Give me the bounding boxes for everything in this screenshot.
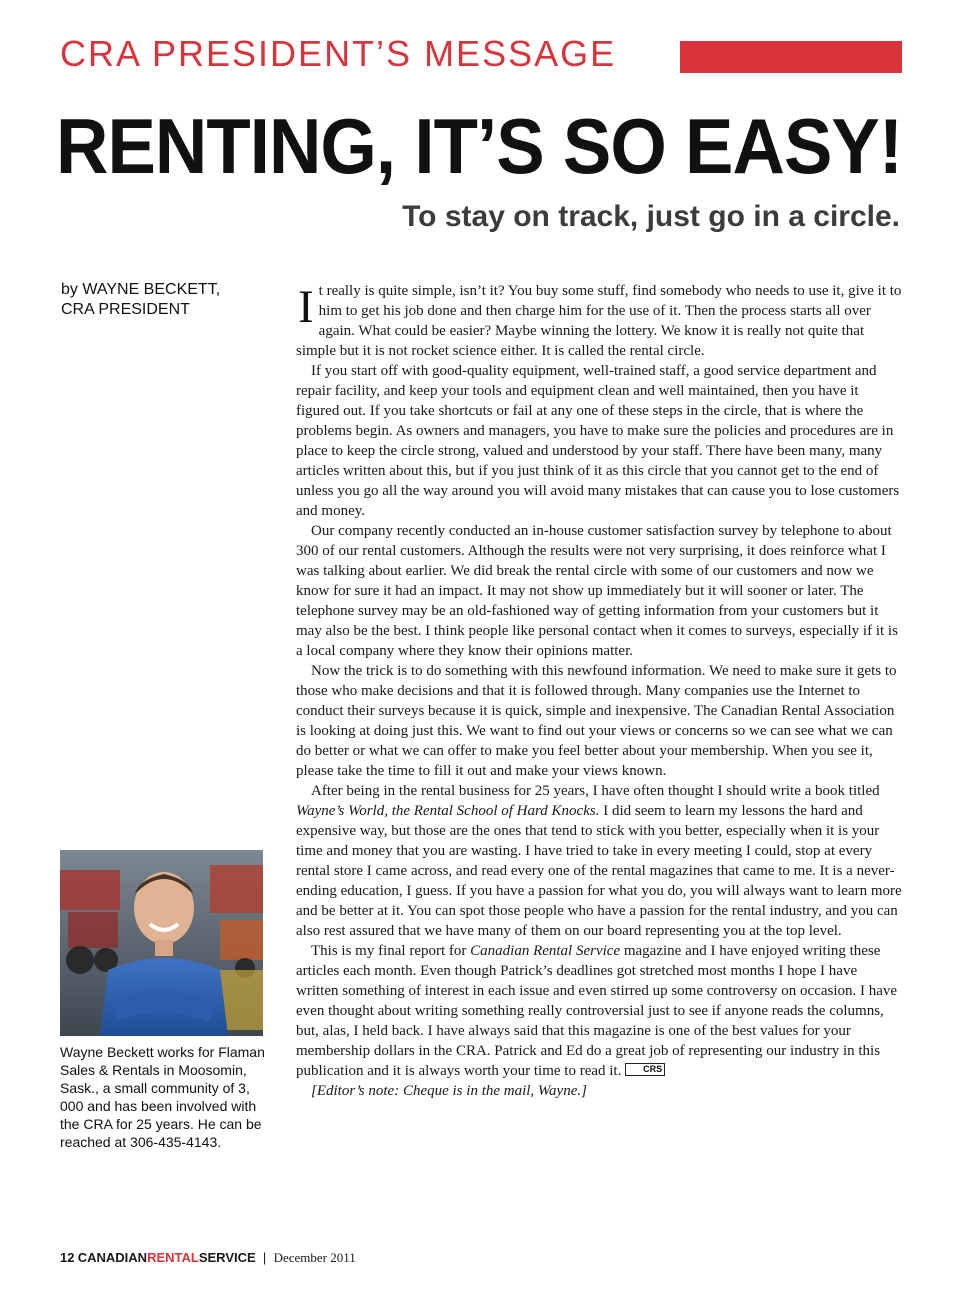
author-photo-illustration bbox=[60, 850, 263, 1036]
section-title: CRA PRESIDENT’S MESSAGE bbox=[60, 33, 617, 74]
issue-date: December 2011 bbox=[273, 1250, 356, 1265]
author-photo bbox=[60, 850, 263, 1036]
byline bbox=[61, 280, 261, 320]
paragraph-6-text-a: This is my final report for bbox=[311, 943, 471, 959]
publication-name bbox=[78, 1250, 256, 1265]
article-headline: RENTING, IT’S SO EASY! bbox=[56, 102, 903, 190]
publication-name-part1: CANADIAN bbox=[77, 1250, 148, 1265]
byline-title: CRA PRESIDENT bbox=[61, 301, 190, 318]
photo-caption: Wayne Beckett works for Flaman Sales & Rentals in Moosomin, Sask., a small community of 3, 000 and has been involved with the CRA for 25 years. He can be reached at 306-435-4143. bbox=[60, 1044, 265, 1150]
article-body bbox=[296, 281, 902, 1101]
publication-name-part3: SERVICE bbox=[198, 1250, 256, 1265]
section-header bbox=[60, 34, 902, 74]
paragraph-5-text-a: After being in the rental business for 25 years, I have often thought I should write a book titled bbox=[311, 783, 880, 799]
page-number: 12 bbox=[60, 1250, 75, 1265]
book-title: Wayne’s World, the Rental School of Hard Knocks. bbox=[296, 803, 600, 819]
publication-name-part2: RENTAL bbox=[147, 1250, 199, 1265]
editor-note-text: [Editor’s note: Cheque is in the mail, Wayne.] bbox=[311, 1083, 587, 1099]
paragraph-1-text: t really is quite simple, isn’t it? You buy some stuff, find somebody who needs to use it, give it to him to get his job done and then charge him for the use of it. Then the process starts all over again. What could be easier? Maybe winning the lottery. We know it is really not quite that simple but it is not rocket science either. It is called the rental circle. bbox=[296, 283, 902, 359]
paragraph-4: Now the trick is to do something with this newfound information. We need to make sure it gets to those who make decisions and that it is followed through. Many companies use the Internet to conduct their surveys because it is quick, simple and inexpensive. The Canadian Rental Association is looking at doing just this. We want to find out your views or concerns so we can see what we can do better or what we can offer to make you feel better about your membership. When you see it, please take the time to fill it out and make your views known. bbox=[296, 663, 897, 779]
paragraph-1 bbox=[296, 281, 902, 361]
paragraph-6 bbox=[296, 941, 902, 1081]
end-mark: CRS bbox=[625, 1063, 665, 1076]
magazine-title: Canadian Rental Service bbox=[470, 943, 621, 959]
page-footer bbox=[60, 1250, 356, 1266]
byline-author: by WAYNE BECKETT, bbox=[61, 281, 221, 298]
paragraph-5-text-b: I did seem to learn my lessons the hard and expensive way, but those are the ones that tend to stick with you better, especially when it is your time and money that you are wasting. I have tried to take in every meeting I could, stop at every rental store I came across, and read every one of the rental magazines that came to me. It is a never-ending education, I guess. If you have a passion for what you do, you will always want to learn more and be better at it. You can spot those people who have a passion for the rental industry, and you can also rest assured that we have many of them on our board representing you at the top level. bbox=[296, 803, 902, 939]
drop-cap: I bbox=[298, 281, 314, 333]
footer-separator: | bbox=[262, 1250, 267, 1265]
section-accent-bar bbox=[680, 41, 902, 73]
editor-note bbox=[296, 1081, 902, 1101]
paragraph-3: Our company recently conducted an in-house customer satisfaction survey by telephone to about 300 of our rental customers. Although the results were not very surprising, it does reinforce what I was talking about earlier. We did break the rental circle with some of our customers and now we know for sure it had an impact. It may not show up immediately but it will sooner or later. The telephone survey may be an old-fashioned way of getting information from your customers but it may also be the best. I think people like personal contact when it comes to surveys, especially if it is a local company where they know their opinions matter. bbox=[296, 523, 898, 659]
paragraph-6-text-b: magazine and I have enjoyed writing these articles each month. Even though Patrick’s deadlines got stretched most months I hope I have written something of interest in each issue and even stirred up some controversy on occasion. I have even thought about writing something really controversial just to see if anyone reads the columns, but, alas, I held back. I have always said that this magazine is one of the best values for your membership dollars in the CRA. Patrick and Ed do a great job of representing our industry in this publication and it is always worth your time to read it. bbox=[296, 943, 898, 1079]
paragraph-5 bbox=[296, 781, 902, 941]
paragraph-2: If you start off with good-quality equipment, well-trained staff, a good service department and repair facility, and keep your tools and equipment clean and well maintained, then you have it figured out. If you take shortcuts or fail at any one of these steps in the circle, that is where the problems begin. As owners and managers, you have to make sure the policies and procedures are in place to keep the circle strong, valued and understood by your staff. There have been many, many articles written about this, but if you just think of it as this circle that you cannot get to the end of unless you go all the way around you will avoid many mistakes that can cause you to lose customers and money. bbox=[296, 363, 900, 519]
article-subhead: To stay on track, just go in a circle. bbox=[402, 200, 900, 233]
